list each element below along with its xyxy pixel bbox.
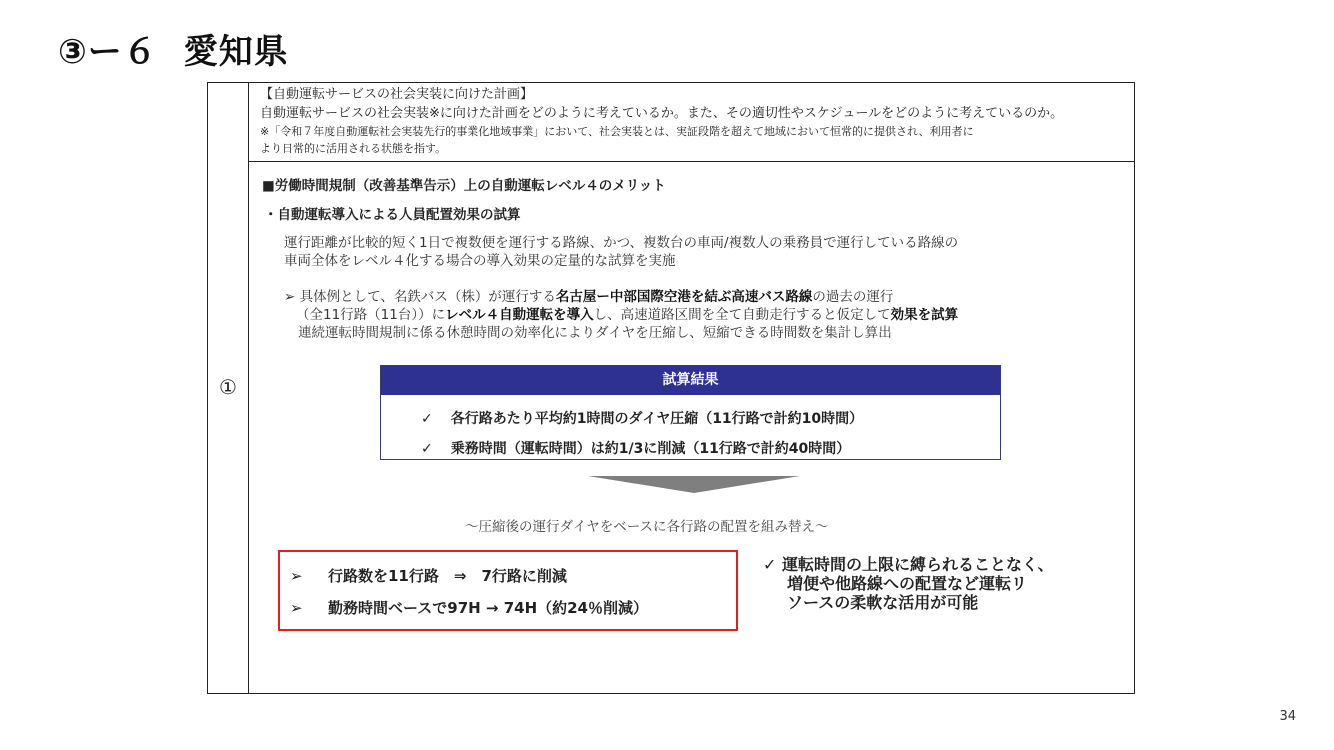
paragraph-line-2: 車両全体をレベル４化する場合の導入効果の定量的な試算を実施 [284,253,676,269]
header-question: 自動運転サービスの社会実装※に向けた計画をどのように考えているか。また、その適切性やスケジュールをどのように考えているのか。 [260,106,1064,121]
row-number: ① [219,375,237,399]
outcome-item-2 [290,597,648,618]
outcome-item-1 [290,565,567,586]
outcome-item-1-text: 行路数を11行路 ⇒ 7行路に削減 [328,567,567,585]
question-header [249,83,1134,162]
example-l2-c: し、高速道路区間を全て自動走行すると仮定して [593,307,891,323]
page-title [58,24,289,73]
example-line-2 [296,306,958,324]
check-icon: ✓ [421,411,433,427]
benefit-line-2: 増便や他路線への配置など運転リ [787,574,1028,593]
result-item-1-text: 各行路あたり平均約1時間のダイヤ圧縮（11行路で計約10時間） [450,411,864,427]
title-number: ③ー６ [58,32,158,72]
example-l1-c: の過去の運行 [812,289,894,305]
reassignment-caption: ～圧縮後の運行ダイヤをベースに各行路の配置を組み替え～ [465,519,829,535]
header-title: 【自動運転サービスの社会実装に向けた計画】 [260,87,534,102]
example-line-1 [284,288,893,306]
result-item-1 [421,408,863,428]
benefit-line-3: ソースの柔軟な活用が可能 [787,593,979,612]
section-title: ■労働時間規制（改善基準告示）上の自動運転レベル４のメリット [262,178,666,194]
arrow-bullet-icon: ➢ [290,599,303,617]
result-item-2-text: 乗務時間（運転時間）は約1/3に削減（11行路で計約40時間） [450,441,851,457]
header-note-1: ※「令和７年度自動運転社会実装先行的事業化地域事業」において、社会実装とは、実証段階を超えて地域において恒常的に提供され、利用者に [260,125,974,138]
example-line-3: 連続運転時間規制に係る休憩時間の効率化によりダイヤを圧縮し、短縮できる時間数を集計し算出 [298,325,892,341]
example-l2-a: （全11行路（11台））に [296,307,446,323]
benefit-line-1: ✓ 運転時間の上限に縛られることなく、 [763,555,1054,574]
example-l2-b: レベル４自動運転を導入 [445,307,594,323]
example-l2-d: 効果を試算 [890,307,959,323]
down-arrow-icon [588,476,800,493]
benefit-note [763,555,1054,612]
page-number: 34 [1279,709,1296,724]
outcome-box [278,550,738,631]
example-l1-b: 名古屋ー中部国際空港を結ぶ高速バス路線 [555,289,813,305]
paragraph-line-1: 運行距離が比較的短く1日で複数便を運行する路線、かつ、複数台の車両/複数人の乗務員で運行している路線の [284,235,959,251]
title-prefecture: 愛知県 [183,32,289,72]
example-l1-a: 具体例として、名鉄バス（株）が運行する [299,289,556,305]
result-item-2 [421,438,850,458]
arrow-bullet-icon: ➢ [290,567,303,585]
results-heading: 試算結果 [381,366,1000,395]
results-box [380,365,1001,460]
sub-title: ・自動運転導入による人員配置効果の試算 [264,207,521,223]
header-note-2: より日常的に活用される状態を指す。 [260,142,447,155]
example-bullet: ➢ [284,289,296,305]
outcome-item-2-text: 勤務時間ベースで97H → 74H（約24％削減） [328,599,648,617]
row-number-column [208,83,249,693]
check-icon: ✓ [421,441,433,457]
